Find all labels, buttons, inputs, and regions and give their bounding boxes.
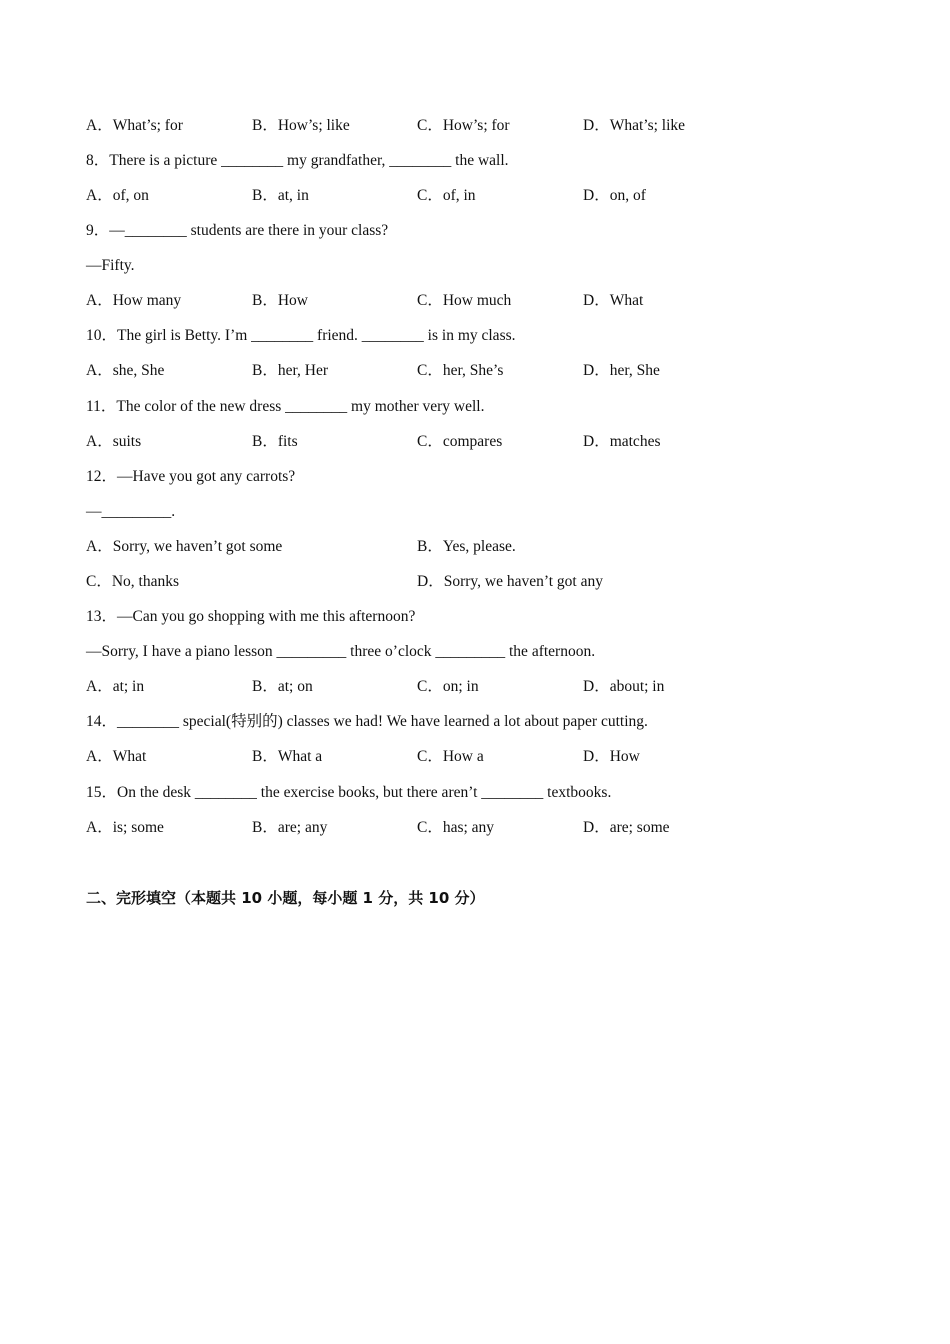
q13-stem: 13．—Can you go shopping with me this afternoon? xyxy=(86,608,416,625)
q12-option-d: D．Sorry, we haven’t got any xyxy=(417,573,603,590)
q13-option-d: D．about; in xyxy=(583,678,665,695)
q9-option-b: B．How xyxy=(252,292,308,309)
q13-answer-line: —Sorry, I have a piano lesson _________ three o’clock _________ the afternoon. xyxy=(86,643,596,660)
q13-option-b: B．at; on xyxy=(252,678,313,695)
q15-option-d: D．are; some xyxy=(583,819,670,836)
q7-option-a: A．What’s; for xyxy=(86,117,183,134)
q7-option-c: C．How’s; for xyxy=(417,117,510,134)
q10-option-b: B．her, Her xyxy=(252,362,328,379)
q9-option-a: A．How many xyxy=(86,292,182,309)
q11-option-a: A．suits xyxy=(86,433,142,450)
q13-option-a: A．at; in xyxy=(86,678,145,695)
q12-option-b: B．Yes, please. xyxy=(417,538,516,555)
q12-option-a: A．Sorry, we haven’t got some xyxy=(86,538,283,555)
q15-option-b: B．are; any xyxy=(252,819,328,836)
q14-stem: 14．________ special(特别的) classes we had! We have learned a lot about paper cutting. xyxy=(86,713,648,730)
q10-option-d: D．her, She xyxy=(583,362,660,379)
q7-option-b: B．How’s; like xyxy=(252,117,350,134)
section-two-heading: 二、完形填空（本题共 10 小题，每小题 1 分，共 10 分） xyxy=(86,889,485,907)
q9-stem: 9．—________ students are there in your class? xyxy=(86,222,389,239)
q11-option-c: C．compares xyxy=(417,433,503,450)
q10-option-c: C．her, She’s xyxy=(417,362,504,379)
q10-stem: 10．The girl is Betty. I’m ________ friend. ________ is in my class. xyxy=(86,327,516,344)
q15-option-c: C．has; any xyxy=(417,819,495,836)
q8-option-d: D．on, of xyxy=(583,187,646,204)
q11-option-d: D．matches xyxy=(583,433,661,450)
q13-option-c: C．on; in xyxy=(417,678,479,695)
q9-option-c: C．How much xyxy=(417,292,512,309)
q15-option-a: A．is; some xyxy=(86,819,164,836)
q14-option-d: D．How xyxy=(583,748,640,765)
q7-option-d: D．What’s; like xyxy=(583,117,686,134)
q10-option-a: A．she, She xyxy=(86,362,165,379)
q15-stem: 15．On the desk ________ the exercise books, but there aren’t ________ textbooks. xyxy=(86,784,612,801)
q14-option-a: A．What xyxy=(86,748,147,765)
q11-option-b: B．fits xyxy=(252,433,298,450)
q12-stem: 12．—Have you got any carrots? xyxy=(86,468,296,485)
q9-option-d: D．What xyxy=(583,292,644,309)
q8-stem: 8．There is a picture ________ my grandfather, ________ the wall. xyxy=(86,152,509,169)
q8-option-b: B．at, in xyxy=(252,187,309,204)
q8-option-c: C．of, in xyxy=(417,187,476,204)
q14-option-b: B．What a xyxy=(252,748,323,765)
q8-option-a: A．of, on xyxy=(86,187,149,204)
q9-answer-line: —Fifty. xyxy=(86,257,135,274)
q14-option-c: C．How a xyxy=(417,748,484,765)
q11-stem: 11．The color of the new dress ________ my mother very well. xyxy=(86,398,485,415)
q12-option-c: C．No, thanks xyxy=(86,573,180,590)
q12-answer-line: —_________. xyxy=(86,503,176,520)
